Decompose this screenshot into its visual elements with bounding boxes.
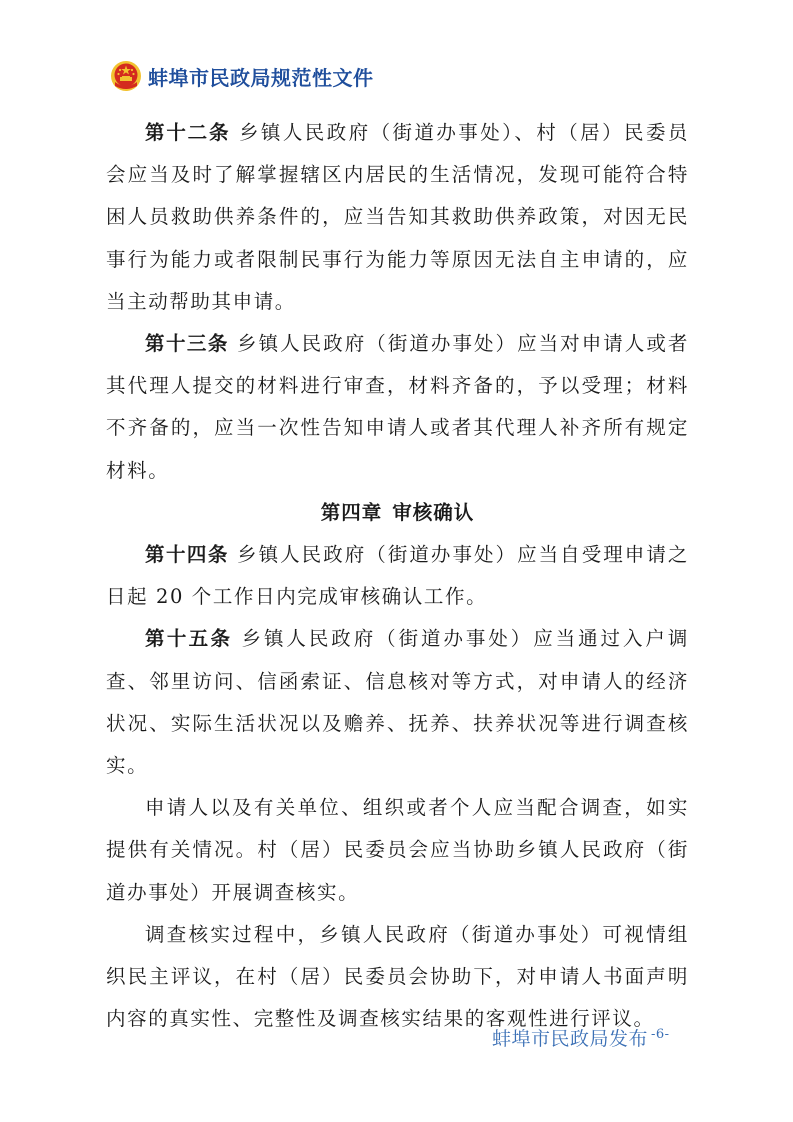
header-title: 蚌埠市民政局规范性文件 <box>148 65 374 90</box>
footer-publisher: 蚌埠市民政局发布 <box>492 1028 649 1050</box>
document-body <box>106 112 689 1040</box>
national-emblem-icon <box>110 60 142 92</box>
article-label: 第十三条 <box>145 332 229 356</box>
article-15 <box>106 618 689 787</box>
document-header <box>110 58 374 94</box>
chapter-title: 审核确认 <box>392 500 475 524</box>
article-12 <box>106 112 689 323</box>
article-13 <box>106 323 689 492</box>
article-14 <box>106 534 689 618</box>
article-label: 第十五条 <box>145 627 233 651</box>
page-number: -6- <box>651 1026 670 1042</box>
document-footer <box>492 1024 670 1051</box>
chapter-number: 第四章 <box>320 500 383 524</box>
article-text: 乡镇人民政府（街道办事处）应当自受理申请之日起 20 个工作日内完成审核确认工作。 <box>106 543 689 609</box>
body-paragraph: 调查核实过程中，乡镇人民政府（街道办事处）可视情组织民主评议，在村（居）民委员会协助下，对申请人书面声明内容的真实性、完整性及调查核实结果的客观性进行评议。 <box>106 922 689 1031</box>
article-label: 第十二条 <box>145 121 231 144</box>
chapter-heading <box>106 492 689 534</box>
article-label: 第十四条 <box>145 543 229 567</box>
article-text: 乡镇人民政府（街道办事处）应当对申请人或者其代理人提交的材料进行审查，材料齐备的，予以受理；材料不齐备的，应当一次性告知申请人或者其代理人补齐所有规定材料。 <box>106 332 689 482</box>
body-paragraph: 申请人以及有关单位、组织或者个人应当配合调查，如实提供有关情况。村（居）民委员会应当协助乡镇人民政府（街道办事处）开展调查核实。 <box>106 796 689 904</box>
article-text: 乡镇人民政府（街道办事处）应当通过入户调查、邻里访问、信函索证、信息核对等方式，对申请人的经济状况、实际生活状况以及赡养、抚养、扶养状况等进行调查核实。 <box>106 627 689 778</box>
article-text: 乡镇人民政府（街道办事处）、村（居）民委员会应当及时了解掌握辖区内居民的生活情况，发现可能符合特困人员救助供养条件的，应当告知其救助供养政策，对因无民事行为能力或者限制民事行为能力等原因无法自主申请的，应当主动帮助其申请。 <box>106 121 689 313</box>
